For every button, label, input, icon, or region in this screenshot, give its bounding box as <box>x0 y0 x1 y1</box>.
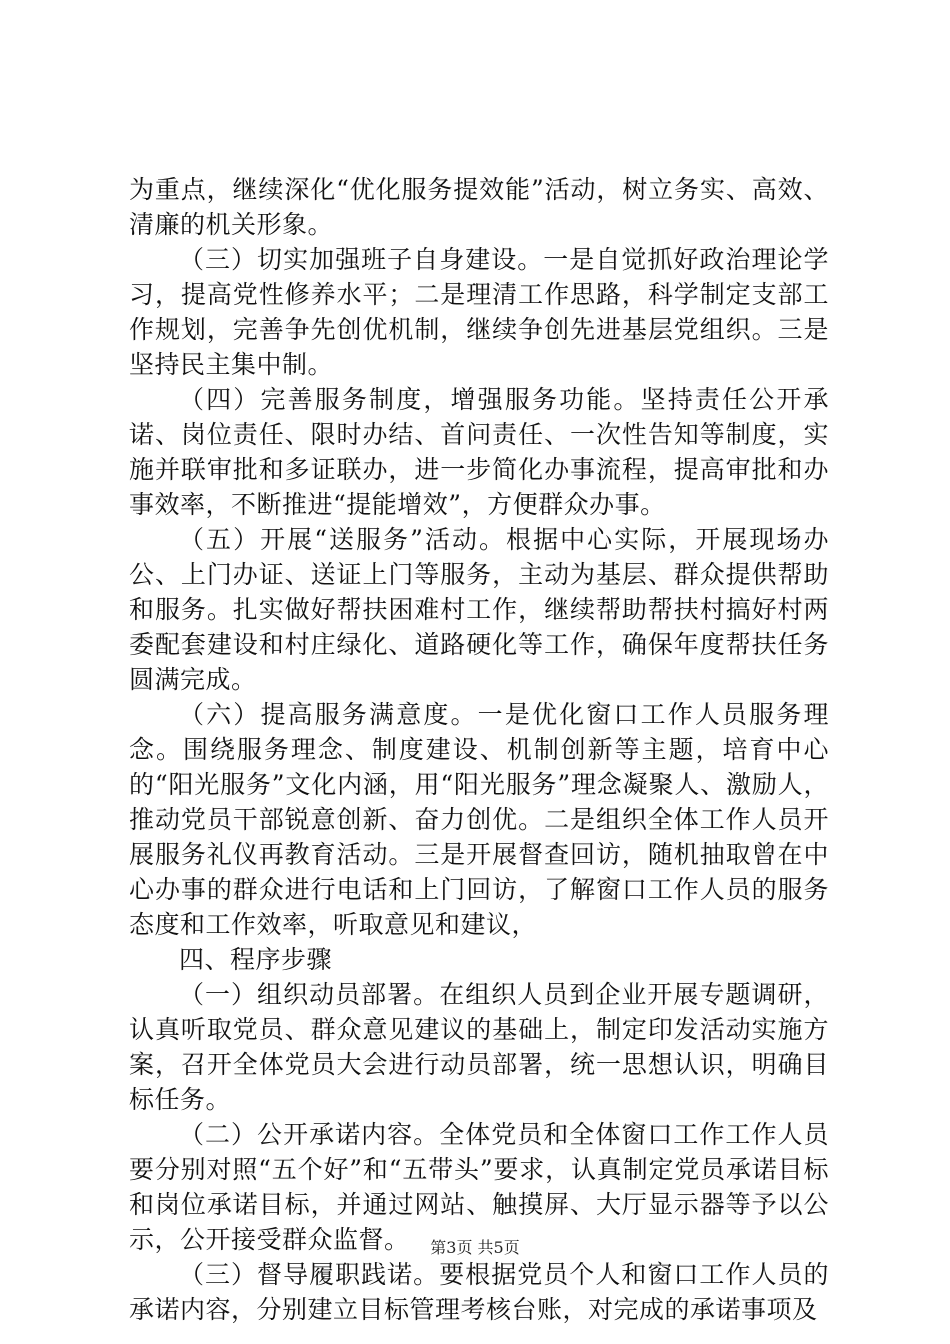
paragraph-step-1: （一）组织动员部署。在组织人员到企业开展专题调研，认真听取党员、群众意见建议的基础上，制定印发活动实施方案，召开全体党员大会进行动员部署，统一思想认识，明确目标任务。 <box>129 980 829 1114</box>
paragraph-item-6: （六）提高服务满意度。一是优化窗口工作人员服务理念。围绕服务理念、制度建设、机制创新等主题，培育中心的“阳光服务”文化内涵，用“阳光服务”理念凝聚人、激励人，推动党员干部锐意创新、奋力创优。二是组织全体工作人员开展服务礼仪再教育活动。三是开展督查回访，随机抽取曾在中心办事的群众进行电话和上门回访，了解窗口工作人员的服务态度和工作效率，听取意见和建议， <box>129 700 829 939</box>
page-number: 第3页 <box>430 1238 473 1257</box>
paragraph-step-3: （三）督导履职践诺。要根据党员个人和窗口工作人员的承诺内容，分别建立目标管理考核台账，对完成的承诺事项及 <box>129 1260 829 1324</box>
paragraph-item-5: （五）开展“送服务”活动。根据中心实际，开展现场办公、上门办证、送证上门等服务，主动为基层、群众提供帮助和服务。扎实做好帮扶困难村工作，继续帮助帮扶村搞好村两委配套建设和村庄绿化、道路硬化等工作，确保年度帮扶任务圆满完成。 <box>129 525 829 694</box>
paragraph-continuation: 为重点，继续深化“优化服务提效能”活动，树立务实、高效、清廉的机关形象。 <box>129 175 829 239</box>
paragraph-item-4: （四）完善服务制度，增强服务功能。坚持责任公开承诺、岗位责任、限时办结、首问责任、一次性告知等制度，实施并联审批和多证联办，进一步简化办事流程，提高审批和办事效率，不断推进“提能增效”，方便群众办事。 <box>129 385 829 519</box>
paragraph-item-3: （三）切实加强班子自身建设。一是自觉抓好政治理论学习，提高党性修养水平；二是理清工作思路，科学制定支部工作规划，完善争先创优机制，继续争创先进基层党组织。三是坚持民主集中制。 <box>129 245 829 379</box>
page-total: 共5页 <box>477 1238 520 1257</box>
document-body <box>129 172 829 1327</box>
page-footer <box>0 1238 950 1258</box>
section-heading: 四、程序步骤 <box>179 945 333 974</box>
paragraph-step-2: （二）公开承诺内容。全体党员和全体窗口工作工作人员要分别对照“五个好”和“五带头”要求，认真制定党员承诺目标和岗位承诺目标，并通过网站、触摸屏、大厅显示器等予以公示，公开接受群众监督。 <box>129 1120 829 1254</box>
